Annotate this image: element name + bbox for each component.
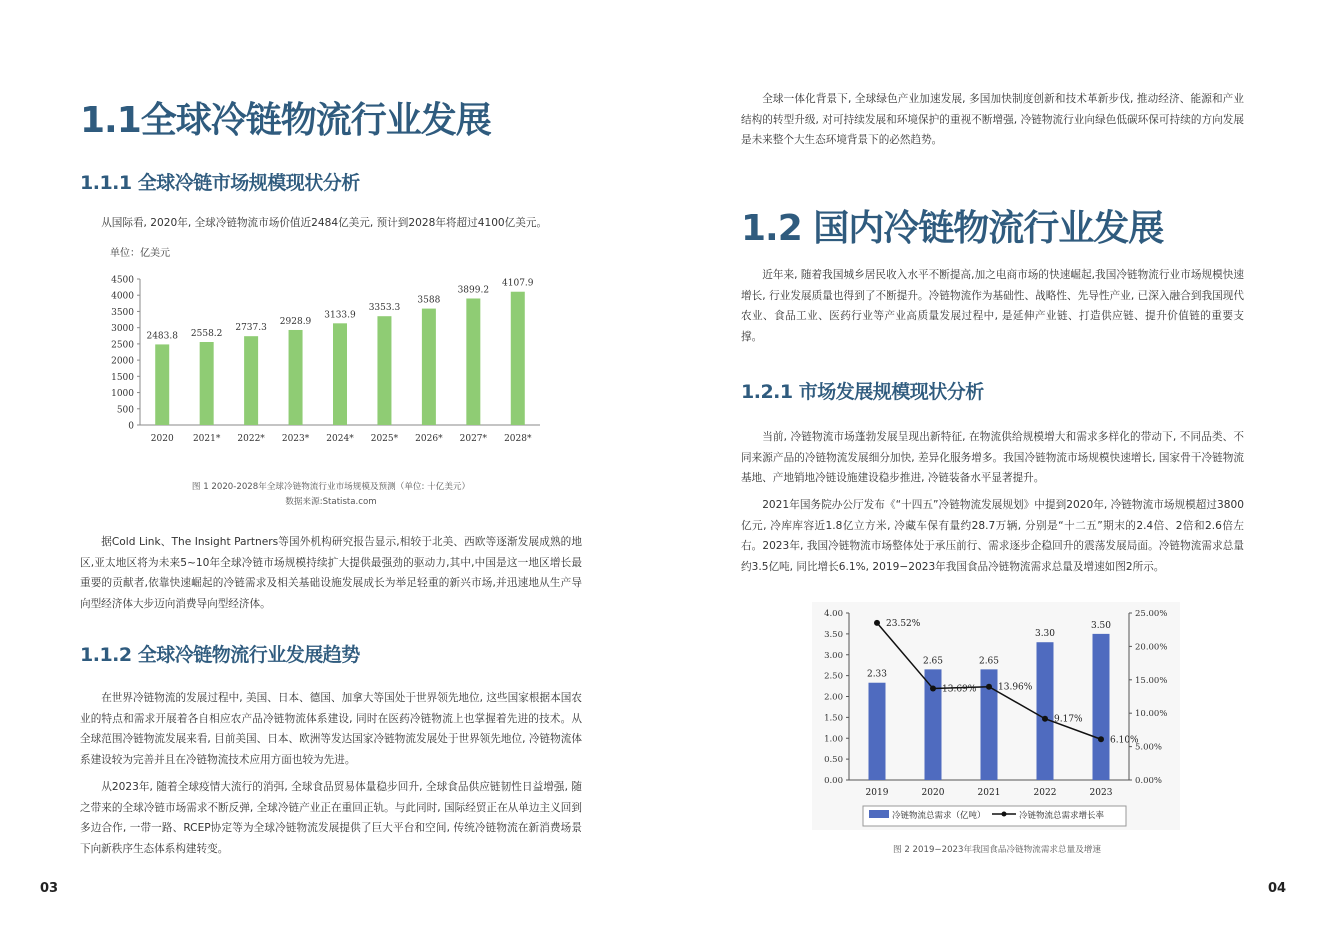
trends-paragraph-2: 从2023年, 随着全球疫情大流行的消弭, 全球食品贸易体量稳步回升, 全球食品供应链韧性日益增强, 随之带来的全球冷链市场需求不断反弹, 全球冷链产业正在重回正轨。与此同时, 国际经贸正在从单边主义回到多边合作, 一带一路、RCEP协定等为全球冷链物流发展提供了巨大平台和空间, 传统冷链物流在新消费场景下向新秩序生态体系构建转变。 bbox=[80, 781, 582, 855]
y-tick-label: 0 bbox=[128, 421, 134, 432]
domestic-development-paragraph: 近年来, 随着我国城乡居民收入水平不断提高,加之电商市场的快速崛起,我国冷链物流行业市场规模快速增长, 行业发展质量也得到了不断提升。冷链物流作为基础性、战略性、先导性产业, 已深入融合到我国现代农业、食品工业、医药行业等产业高质量发展过程中, 是延伸产业链、打造供应链、提升价值链的重要支撑。 bbox=[741, 269, 1244, 343]
right-tick-label: 0.00% bbox=[1135, 776, 1163, 786]
figure-1-caption: 图 1 2020-2028年全球冷链物流行业市场规模及预测（单位: 十亿美元） bbox=[191, 482, 471, 492]
left-tick-label: 3.00 bbox=[824, 650, 843, 661]
legend-bar-swatch bbox=[869, 810, 889, 818]
bar bbox=[200, 342, 214, 425]
domestic-demand-combo-chart bbox=[812, 602, 1180, 830]
figure-2-caption: 图 2 2019−2023年我国食品冷链物流需求总量及增速 bbox=[893, 845, 1101, 855]
right-tick-label: 20.00% bbox=[1135, 642, 1168, 653]
bar bbox=[333, 323, 347, 425]
growth-rate-point bbox=[874, 620, 880, 626]
y-tick-label: 1500 bbox=[111, 372, 134, 383]
x-tick-label: 2026* bbox=[415, 434, 443, 444]
bar bbox=[289, 330, 303, 425]
page-title-domestic: 1.2 国内冷链物流行业发展 bbox=[741, 208, 1164, 249]
section-title-market-size: 1.1.1 全球冷链市场规模现状分析 bbox=[80, 172, 360, 194]
legend-bar-label: 冷链物流总需求（亿吨） bbox=[892, 811, 986, 821]
growth-rate-label: 13.69% bbox=[942, 684, 977, 695]
demand-bar-label: 2.65 bbox=[922, 656, 944, 667]
green-development-paragraph: 全球一体化背景下, 全球绿色产业加速发展, 多国加快制度创新和技术革新步伐, 推动经济、能源和产业结构的转型升级, 对可持续发展和环境保护的重视不断增强, 冷链物流行业向绿色低碳环保可持续的方向发展是未来整个大生态环境背景下的必然趋势。 bbox=[741, 93, 1244, 147]
page-number-left: 03 bbox=[40, 881, 59, 896]
page-number-right: 04 bbox=[1268, 881, 1287, 896]
right-tick-label: 5.00% bbox=[1135, 742, 1163, 753]
y-tick-label: 3500 bbox=[111, 307, 134, 318]
y-tick-label: 3000 bbox=[111, 324, 134, 335]
x-tick-label: 2024* bbox=[326, 434, 354, 444]
growth-rate-label: 13.96% bbox=[998, 682, 1033, 693]
bar-value-label: 3899.2 bbox=[457, 285, 490, 296]
left-tick-label: 0.00 bbox=[824, 776, 843, 786]
x-tick-label: 2027* bbox=[459, 434, 488, 444]
x-tick-label: 2022 bbox=[1033, 788, 1057, 798]
demand-bar bbox=[1037, 642, 1054, 780]
bar-value-label: 4107.9 bbox=[502, 278, 534, 289]
growth-rate-point bbox=[930, 686, 936, 692]
right-tick-label: 10.00% bbox=[1135, 709, 1168, 720]
growth-rate-label: 9.17% bbox=[1054, 714, 1083, 725]
left-tick-label: 1.00 bbox=[824, 734, 843, 745]
y-tick-label: 1000 bbox=[111, 389, 134, 400]
global-market-bar-chart bbox=[100, 240, 560, 450]
y-tick-label: 4000 bbox=[111, 291, 134, 302]
x-tick-label: 2020 bbox=[921, 788, 945, 798]
bar bbox=[511, 292, 525, 425]
x-tick-label: 2020 bbox=[150, 434, 174, 444]
growth-rate-point bbox=[986, 684, 992, 690]
left-tick-label: 0.50 bbox=[824, 755, 843, 766]
left-tick-label: 1.50 bbox=[824, 713, 843, 724]
bar bbox=[377, 316, 391, 425]
x-tick-label: 2023 bbox=[1089, 788, 1113, 798]
bar bbox=[155, 344, 169, 425]
bar-value-label: 3588 bbox=[417, 295, 441, 306]
right-tick-label: 25.00% bbox=[1135, 609, 1168, 619]
left-tick-label: 3.50 bbox=[824, 629, 843, 640]
y-tick-label: 4500 bbox=[111, 275, 134, 286]
y-tick-label: 500 bbox=[116, 405, 134, 416]
page-title-global: 1.1全球冷链物流行业发展 bbox=[80, 100, 491, 141]
unit-label: 单位：亿美元 bbox=[110, 248, 170, 259]
demand-bar-label: 2.33 bbox=[866, 669, 888, 680]
section-title-trends: 1.1.2 全球冷链物流行业发展趋势 bbox=[80, 644, 360, 666]
bar-value-label: 3133.9 bbox=[324, 310, 356, 321]
figure-1-source: 数据来源:Statista.com bbox=[285, 497, 377, 507]
demand-bar-label: 2.65 bbox=[978, 656, 1000, 667]
x-tick-label: 2019 bbox=[865, 788, 889, 798]
market-analysis-paragraph: 据Cold Link、The Insight Partners等国外机构研究报告显示,相较于北美、西欧等逐渐发展成熟的地区,亚太地区将为未来5~10年全球冷链市场规模持续扩大提供最强劲的驱动力,其中,中国是这一地区增长最重要的贡献者,依靠快速崛起的冷链需求及相关基础设施发展成长为举足轻重的新兴市场,并迅速地从生产导向型经济体大步迈向消费导向型经济体。 bbox=[80, 536, 582, 610]
demand-bar bbox=[1093, 634, 1110, 780]
left-tick-label: 2.50 bbox=[824, 671, 843, 682]
bar-value-label: 2928.9 bbox=[279, 316, 312, 327]
growth-rate-label: 6.10% bbox=[1110, 735, 1139, 746]
x-tick-label: 2021 bbox=[977, 788, 1001, 798]
section-intro-paragraph: 从国际看, 2020年, 全球冷链物流市场价值近2484亿美元, 预计到2028年将超过4100亿美元。 bbox=[101, 217, 548, 229]
growth-rate-point bbox=[1042, 716, 1048, 722]
trends-paragraph-1: 在世界冷链物流的发展过程中, 美国、日本、德国、加拿大等国处于世界领先地位, 这些国家根据本国农业的特点和需求开展着各自相应农产品冷链物流体系建设, 同时在医药冷链物流上也掌握着先进的技术。从全球范围冷链物流发展来看, 目前美国、日本、欧洲等发达国家冷链物流发展处于世界领先地位, 冷链物流体系建设较为完善并且在冷链物流技术应用方面也较为先进。 bbox=[80, 692, 582, 766]
bar bbox=[466, 298, 480, 425]
right-tick-label: 15.00% bbox=[1135, 675, 1168, 686]
market-status-paragraph-2: 2021年国务院办公厅发布《“十四五”冷链物流发展规划》中提到2020年, 冷链物流市场规模超过3800亿元, 冷库库容近1.8亿立方米, 冷藏车保有量约28.7万辆, 分别是“十二五”期末的2.4倍、2倍和2.6倍左右。2023年, 我国冷链物流市场整体处于承压前行、需求逐步企稳回升的震荡发展局面。冷链物流需求总量约3.5亿吨, 同比增长6.1%, 2019−2023年我国食品冷链物流需求总量及增速如图2所示。 bbox=[741, 499, 1244, 573]
market-status-paragraph-1: 当前, 冷链物流市场蓬勃发展呈现出新特征, 在物流供给规模增大和需求多样化的带动下, 不同品类、不同来源产品的冷链物流发展细分加快, 差异化服务增多。我国冷链物流市场规模快速增长, 国家骨干冷链物流基地、产地销地冷链设施建设稳步推进, 冷链装备水平显著提升。 bbox=[741, 431, 1244, 485]
section-title-market-status: 1.2.1 市场发展规模现状分析 bbox=[741, 381, 984, 403]
x-tick-label: 2023* bbox=[281, 434, 310, 444]
y-tick-label: 2500 bbox=[111, 340, 134, 351]
bar-value-label: 2558.2 bbox=[190, 329, 223, 340]
growth-rate-point bbox=[1098, 736, 1104, 742]
legend-line-label: 冷链物流总需求增长率 bbox=[1019, 811, 1105, 821]
demand-bar bbox=[869, 683, 886, 780]
legend-line-marker bbox=[1002, 812, 1007, 817]
bar-value-label: 2483.8 bbox=[146, 331, 178, 342]
bar-value-label: 3353.3 bbox=[368, 303, 401, 314]
x-tick-label: 2028* bbox=[504, 434, 532, 444]
demand-bar-label: 3.30 bbox=[1034, 629, 1056, 640]
x-tick-label: 2022* bbox=[237, 434, 265, 444]
bar bbox=[422, 309, 436, 425]
demand-bar-label: 3.50 bbox=[1090, 620, 1112, 631]
y-tick-label: 2000 bbox=[111, 356, 134, 367]
x-tick-label: 2021* bbox=[192, 434, 221, 444]
bar bbox=[244, 336, 258, 425]
bar-value-label: 2737.3 bbox=[235, 323, 267, 334]
growth-rate-label: 23.52% bbox=[886, 618, 921, 629]
left-tick-label: 4.00 bbox=[824, 609, 843, 619]
left-tick-label: 2.00 bbox=[824, 692, 843, 703]
x-tick-label: 2025* bbox=[370, 434, 399, 444]
